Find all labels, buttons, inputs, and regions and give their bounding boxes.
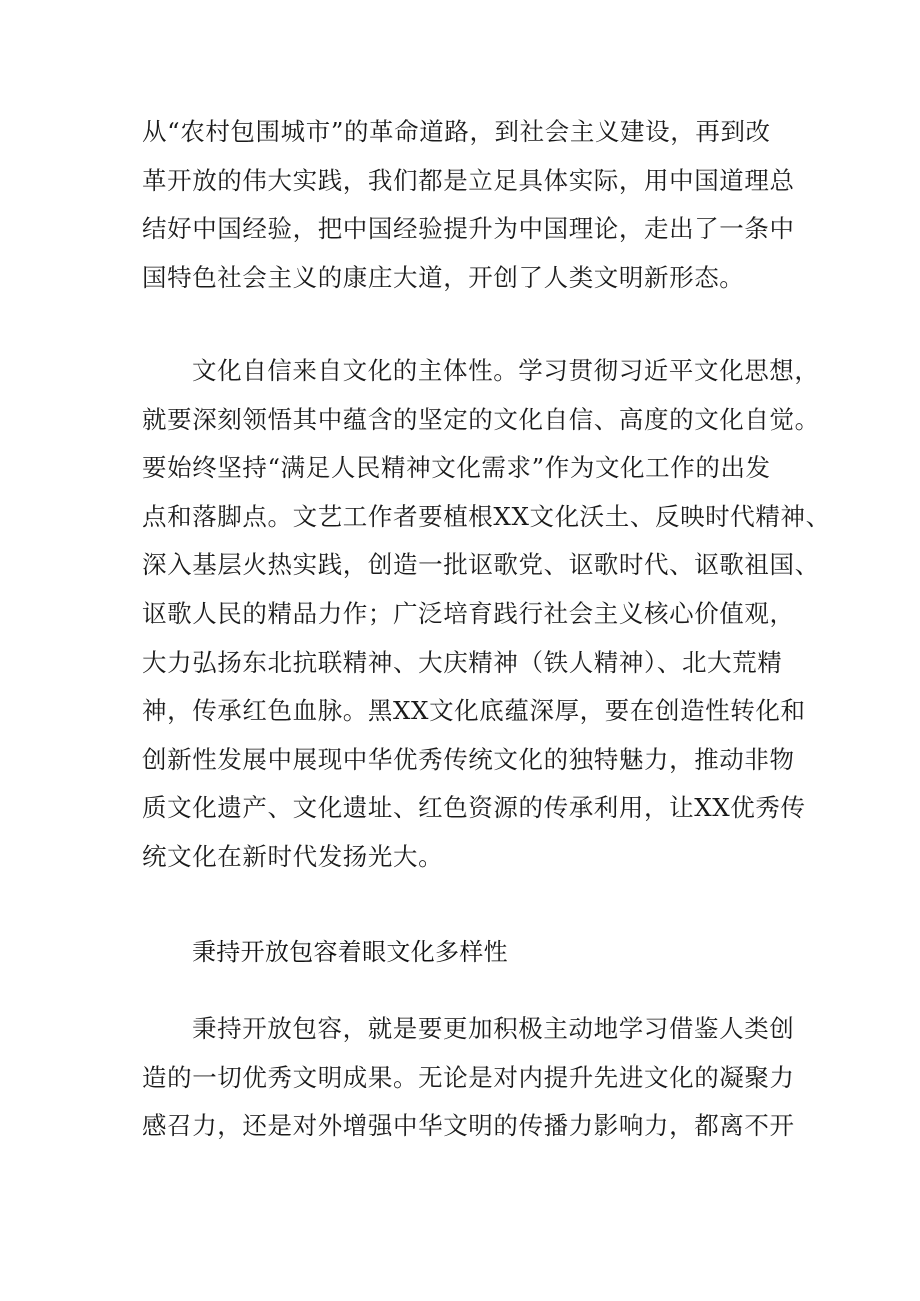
text-line: 革开放的伟大实践，我们都是立足具体实际，用中国道理总 xyxy=(142,165,795,195)
text-line: 创新性发展中展现中华优秀传统文化的独特魅力，推动非物 xyxy=(142,744,795,774)
section-heading: 秉持开放包容着眼文化多样性 xyxy=(192,938,508,966)
text-line: 从“农村包围城市”的革命道路，到社会主义建设，再到改 xyxy=(142,117,771,146)
text-line: 造的一切优秀文明成果。无论是对内提升先进文化的凝聚力 xyxy=(142,1062,795,1092)
text-line: 大力弘扬东北抗联精神、大庆精神（铁人精神）、北大荒精 xyxy=(142,647,783,677)
text-line: 要始终坚持“满足人民精神文化需求”作为文化工作的出发 xyxy=(142,453,771,483)
text-line: 秉持开放包容，就是要更加积极主动地学习借鉴人类创 xyxy=(192,1014,795,1043)
text-line: 文化自信来自文化的主体性。学习贯彻习近平文化思想， xyxy=(192,356,820,385)
text-line: 神，传承红色血脉。黑XX文化底蕴深厚，要在创造性转化和 xyxy=(142,696,806,726)
text-line: 讴歌人民的精品力作；广泛培育践行社会主义核心价值观， xyxy=(142,598,795,628)
text-line: 统文化在新时代发扬光大。 xyxy=(142,841,444,871)
paragraph-openness xyxy=(142,1005,802,1151)
text-line: 就要深刻领悟其中蕴含的坚定的文化自信、高度的文化自觉。 xyxy=(142,404,820,434)
text-line: 国特色社会主义的康庄大道，开创了人类文明新形态。 xyxy=(142,262,745,292)
text-line: 点和落脚点。文艺工作者要植根XX文化沃土、反映时代精神、 xyxy=(142,501,831,531)
text-line: 深入基层火热实践，创造一批讴歌党、讴歌时代、讴歌祖国、 xyxy=(142,550,820,580)
text-line: 结好中国经验，把中国经验提升为中国理论，走出了一条中 xyxy=(142,214,795,244)
paragraph-cultural-confidence xyxy=(142,347,831,882)
paragraph-revolution-path xyxy=(142,108,802,302)
text-line: 质文化遗产、文化遗址、红色资源的传承利用，让XX优秀传 xyxy=(142,793,806,823)
text-line: 感召力，还是对外增强中华文明的传播力影响力，都离不开 xyxy=(142,1111,795,1141)
